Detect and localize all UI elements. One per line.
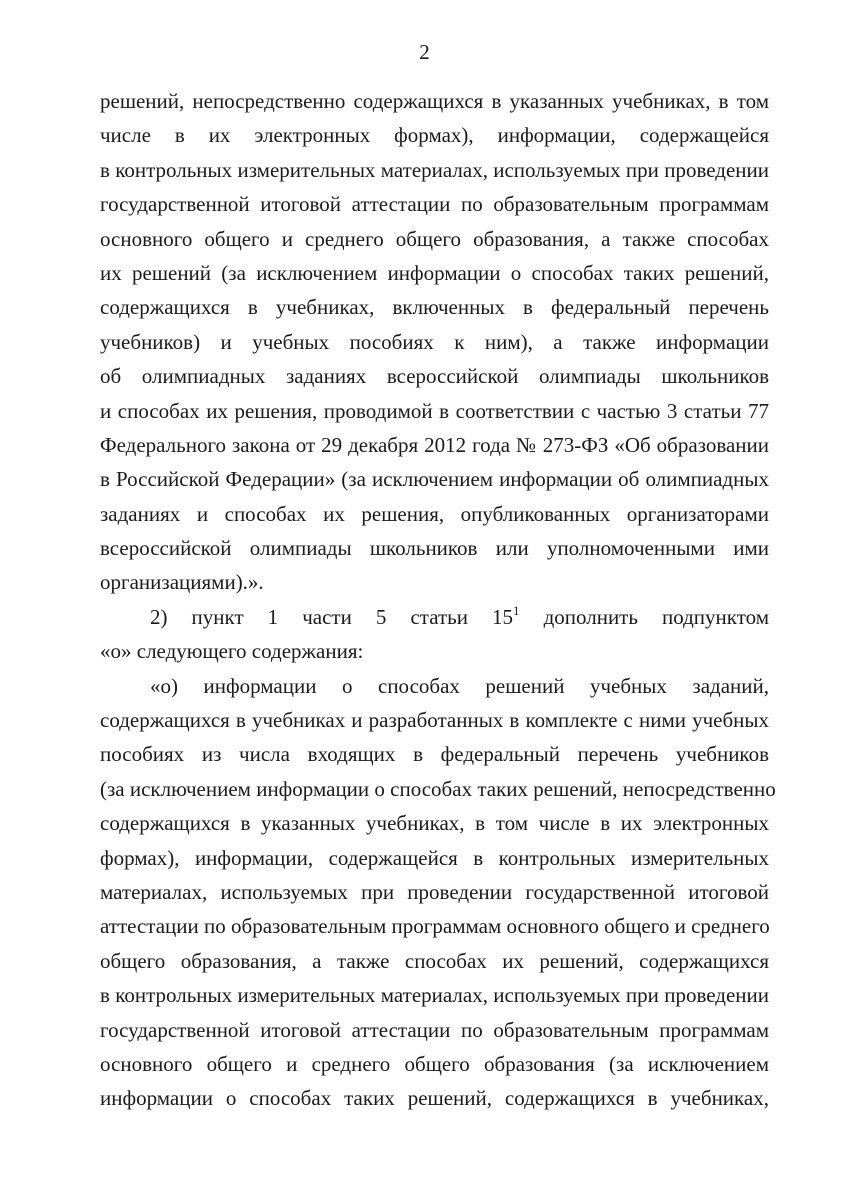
text-line: организациями).».	[100, 570, 264, 595]
text-line: основного общего и среднего общего образования (за исключением	[100, 1051, 769, 1076]
text-line: их решений (за исключением информации о способах таких решений,	[100, 260, 769, 285]
page-number: 2	[419, 40, 430, 64]
text-line: общего образования, а также способах их решений, содержащихся	[100, 948, 769, 973]
text-line: решений, непосредственно содержащихся в указанных учебниках, в том	[100, 89, 769, 113]
text-line: содержащихся в учебниках, включенных в федеральный перечень	[100, 295, 769, 320]
text-line: всероссийской олимпиады школьников или уполномоченными ими	[100, 536, 769, 561]
text-line: содержащихся в учебниках и разработанных в комплекте с ними учебных	[100, 708, 769, 733]
text-line: информации о способах таких решений, содержащихся в учебниках,	[100, 1086, 769, 1111]
text-line: числе в их электронных формах), информации, содержащейся	[100, 123, 769, 148]
text-line: заданиях и способах их решения, опубликованных организаторами	[100, 501, 769, 526]
article-reference-tail: дополнить подпунктом	[519, 604, 769, 629]
text-line: содержащихся в указанных учебниках, в том числе в их электронных	[100, 811, 769, 836]
text-line: учебников) и учебных пособиях к ним), а также информации	[100, 329, 769, 354]
text-line: и способах их решения, проводимой в соответствии с частью 3 статьи 77	[100, 398, 769, 423]
text-line: в контрольных измерительных материалах, используемых при проведении	[100, 983, 769, 1008]
text-line: формах), информации, содержащейся в контрольных измерительных	[100, 845, 769, 870]
text-line: основного общего и среднего общего образования, а также способах	[100, 226, 769, 251]
article-superscript: 1	[513, 602, 520, 618]
text-line: Федерального закона от 29 декабря 2012 года № 273-ФЗ «Об образовании	[100, 432, 769, 457]
text-line: аттестации по образовательным программам основного общего и среднего	[100, 914, 770, 939]
text-line: пособиях из числа входящих в федеральный перечень учебников	[100, 742, 769, 767]
text-line: государственной итоговой аттестации по образовательным программам	[100, 192, 769, 217]
text-line: материалах, используемых при проведении государственной итоговой	[100, 879, 769, 904]
text-line: государственной итоговой аттестации по образовательным программам	[100, 1017, 769, 1042]
text-line: в контрольных измерительных материалах, используемых при проведении	[100, 157, 769, 182]
document-body	[100, 84, 776, 1116]
text-line: (за исключением информации о способах таких решений, непосредственно	[100, 776, 776, 801]
text-line: в Российской Федерации» (за исключением информации об олимпиадных	[100, 467, 769, 492]
article-reference: 2) пункт 1 части 5 статьи 15	[150, 604, 514, 629]
text-line: «о) информации о способах решений учебных заданий,	[150, 673, 769, 698]
text-line: об олимпиадных заданиях всероссийской олимпиады школьников	[100, 364, 769, 389]
text-line: «о» следующего содержания:	[100, 639, 364, 664]
paragraph-2-first-line	[100, 600, 769, 634]
